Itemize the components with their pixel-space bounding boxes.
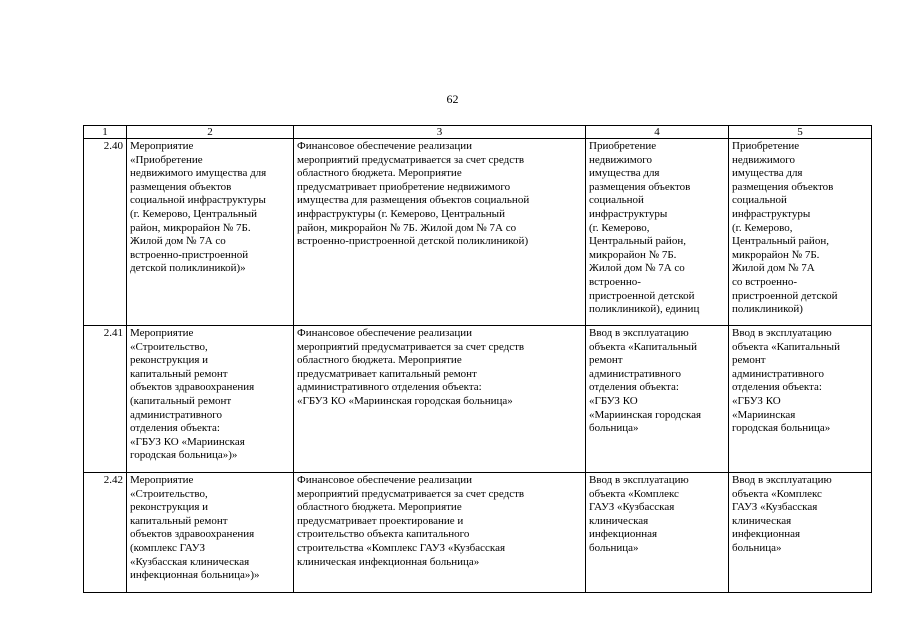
measure-result: Приобретение недвижимого имущества для размещения объектов социальной инфраструктуры (г. Кемерово, Центральный район, микрорайон № 7Б. Жилой дом № 7А со встроенно- пристроенной детской поликлиникой) xyxy=(729,139,872,326)
measure-name: Мероприятие «Приобретение недвижимого имущества для размещения объектов социальной инфраструктуры (г. Кемерово, Центральный район, микрорайон № 7Б. Жилой дом № 7А со встроенно-пристроенной детской поликлиникой)» xyxy=(127,139,294,326)
measure-result: Ввод в эксплуатацию объекта «Капитальный ремонт административного отделения объекта: «ГБУЗ КО «Мариинская городская больница» xyxy=(729,326,872,473)
header-col-1: 1 xyxy=(84,126,127,139)
measure-description: Финансовое обеспечение реализации мероприятий предусматривается за счет средств областного бюджета. Мероприятие предусматривает проектирование и строительство объекта капитального строительства «Комплекс ГАУЗ «Кузбасская клиническая инфекционная больница» xyxy=(294,473,586,593)
program-table xyxy=(83,125,872,593)
measure-result: Ввод в эксплуатацию объекта «Комплекс ГАУЗ «Кузбасская клиническая инфекционная больница» xyxy=(729,473,872,593)
header-col-5: 5 xyxy=(729,126,872,139)
header-row xyxy=(84,126,872,139)
header-col-4: 4 xyxy=(586,126,729,139)
row-number: 2.40 xyxy=(84,139,127,326)
measure-description: Финансовое обеспечение реализации мероприятий предусматривается за счет средств областного бюджета. Мероприятие предусматривает приобретение недвижимого имущества для размещения объектов социальной инфраструктуры (г. Кемерово, Центральный район, микрорайон № 7Б. Жилой дом № 7А со встроенно-пристроенной детской поликлиникой) xyxy=(294,139,586,326)
measure-name: Мероприятие «Строительство, реконструкция и капитальный ремонт объектов здравоохранения (капитальный ремонт административного отделения объекта: «ГБУЗ КО «Мариинская городская больница»)» xyxy=(127,326,294,473)
header-col-3: 3 xyxy=(294,126,586,139)
row-number: 2.41 xyxy=(84,326,127,473)
table-row xyxy=(84,473,872,593)
measure-name: Мероприятие «Строительство, реконструкция и капитальный ремонт объектов здравоохранения (комплекс ГАУЗ «Кузбасская клиническая инфекционная больница»)» xyxy=(127,473,294,593)
measure-indicator: Приобретение недвижимого имущества для размещения объектов социальной инфраструктуры (г. Кемерово, Центральный район, микрорайон № 7Б. Жилой дом № 7А со встроенно- пристроенной детской поликлиникой), единиц xyxy=(586,139,729,326)
table-row xyxy=(84,139,872,326)
page-number: 62 xyxy=(446,92,459,106)
table-row xyxy=(84,326,872,473)
header-col-2: 2 xyxy=(127,126,294,139)
row-number: 2.42 xyxy=(84,473,127,593)
measure-indicator: Ввод в эксплуатацию объекта «Капитальный ремонт административного отделения объекта: «ГБУЗ КО «Мариинская городская больница» xyxy=(586,326,729,473)
measure-description: Финансовое обеспечение реализации мероприятий предусматривается за счет средств областного бюджета. Мероприятие предусматривает капитальный ремонт административного отделения объекта: «ГБУЗ КО «Мариинская городская больница» xyxy=(294,326,586,473)
measure-indicator: Ввод в эксплуатацию объекта «Комплекс ГАУЗ «Кузбасская клиническая инфекционная больница» xyxy=(586,473,729,593)
